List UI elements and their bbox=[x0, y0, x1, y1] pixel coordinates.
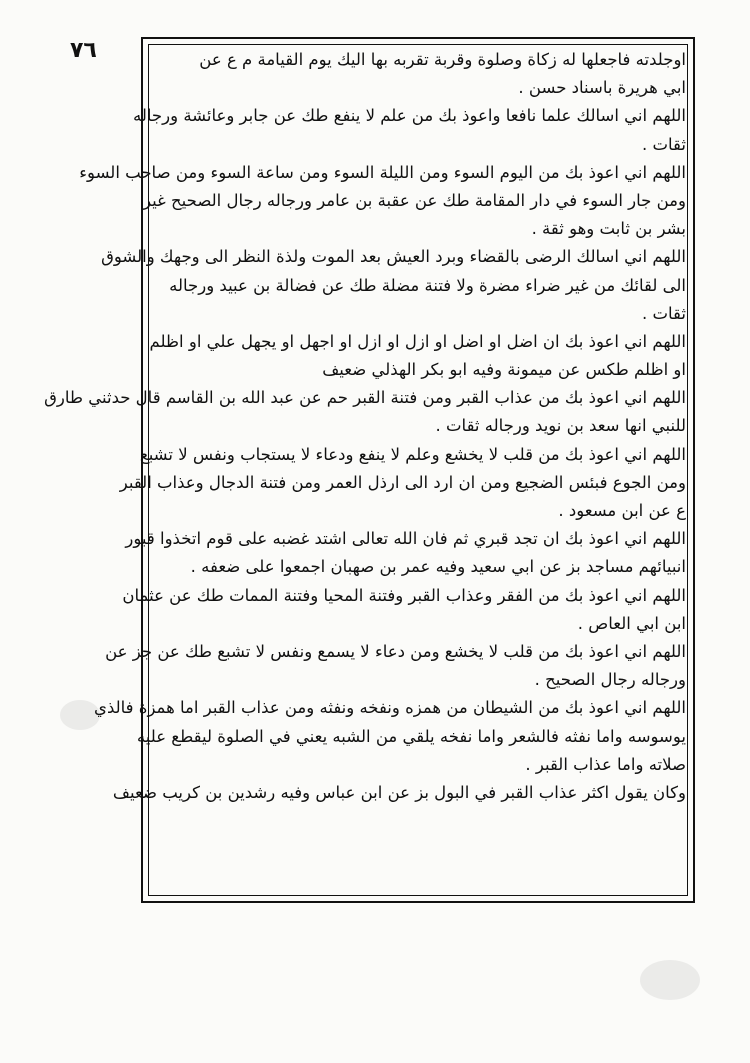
text-line: اللهم اني اعوذ بك من الفقر وعذاب القبر وفتنة المحيا وفتنة الممات طك عن عثمان bbox=[122, 585, 686, 605]
text-line: اللهم اني اسالك الرضى بالقضاء وبرد العيش بعد الموت ولذة النظر الى وجهك والشوق bbox=[101, 247, 686, 267]
text-line: اللهم اني اعوذ بك ان تجد قبري ثم فان الله تعالى اشتد غضبه على قوم اتخذوا قبور bbox=[125, 529, 686, 549]
text-line: ابن ابي العاص . bbox=[577, 613, 686, 633]
text-line: بشر بن ثابت وهو ثقة . bbox=[531, 219, 686, 239]
text-line: للنبي انها سعد بن نويد ورجاله ثقات . bbox=[435, 416, 686, 436]
text-line: او اظلم طكس عن ميمونة وفيه ابو بكر الهذلي ضعيف bbox=[322, 360, 686, 380]
text-line: ورجاله رجال الصحيح . bbox=[534, 670, 686, 690]
text-line: ومن جار السوء في دار المقامة طك عن عقبة بن عامر ورجاله رجال الصحيح غير bbox=[143, 190, 686, 210]
page-number: ٧٦ bbox=[70, 38, 97, 63]
text-line: ثقات . bbox=[642, 303, 686, 323]
text-line: ابي هريرة باسناد حسن . bbox=[518, 78, 686, 98]
paper-stain bbox=[640, 960, 700, 1000]
text-line: اللهم اني اسالك علما نافعا واعوذ بك من علم لا ينفع طك عن جابر وعائشة ورجاله bbox=[133, 106, 686, 126]
text-line: صلاته واما عذاب القبر . bbox=[525, 754, 686, 774]
text-line: ثقات . bbox=[642, 134, 686, 154]
text-line: ع عن ابن مسعود . bbox=[558, 501, 686, 520]
text-line: اللهم اني اعوذ بك من قلب لا يخشع ومن دعاء لا يسمع ونفس لا تشبع طك عن جز عن bbox=[105, 641, 686, 661]
text-line: اللهم اني اعوذ بك من الشيطان من همزه ونفخه ونفثه ومن عذاب القبر اما همزة فالذي bbox=[94, 698, 686, 718]
text-line: ومن الجوع فبئس الضجيع ومن ان ارد الى ارذل العمر ومن فتنة الدجال وعذاب القبر bbox=[119, 472, 686, 492]
text-line: اللهم اني اعوذ بك ان اضل او اضل او ازل او ازل او اجهل او يجهل علي او اظلم bbox=[149, 331, 686, 351]
text-line: اللهم اني اعوذ بك من عذاب القبر ومن فتنة القبر حم عن عبد الله بن القاسم قال حدثني طارق bbox=[44, 388, 686, 408]
text-line: اللهم اني اعوذ بك من اليوم السوء ومن الليلة السوء ومن ساعة السوء ومن صاحب السوء bbox=[79, 162, 686, 182]
text-line: يوسوسه واما نفثه فالشعر واما نفخه يلقي من الشبه يعني في الصلوة ليقطع عليه bbox=[136, 726, 686, 746]
text-line: الى لقائك من غير ضراء مضرة ولا فتنة مضلة طك عن فضالة بن عبيد ورجاله bbox=[169, 275, 686, 295]
text-line: انبيائهم مساجد بز عن ابي سعيد وفيه عمر بن صهبان اجمعوا على ضعفه . bbox=[190, 557, 686, 577]
text-line: اوجلدته فاجعلها له زكاة وصلوة وقربة تقربه بها اليك يوم القيامة م ع عن bbox=[199, 50, 686, 69]
text-line: وكان يقول اكثر عذاب القبر في البول بز عن ابن عباس وفيه رشدين بن كريب ضعيف bbox=[112, 782, 686, 802]
text-line: اللهم اني اعوذ بك من قلب لا يخشع وعلم لا ينفع ودعاء لا يستجاب ونفس لا تشبع bbox=[139, 444, 686, 464]
